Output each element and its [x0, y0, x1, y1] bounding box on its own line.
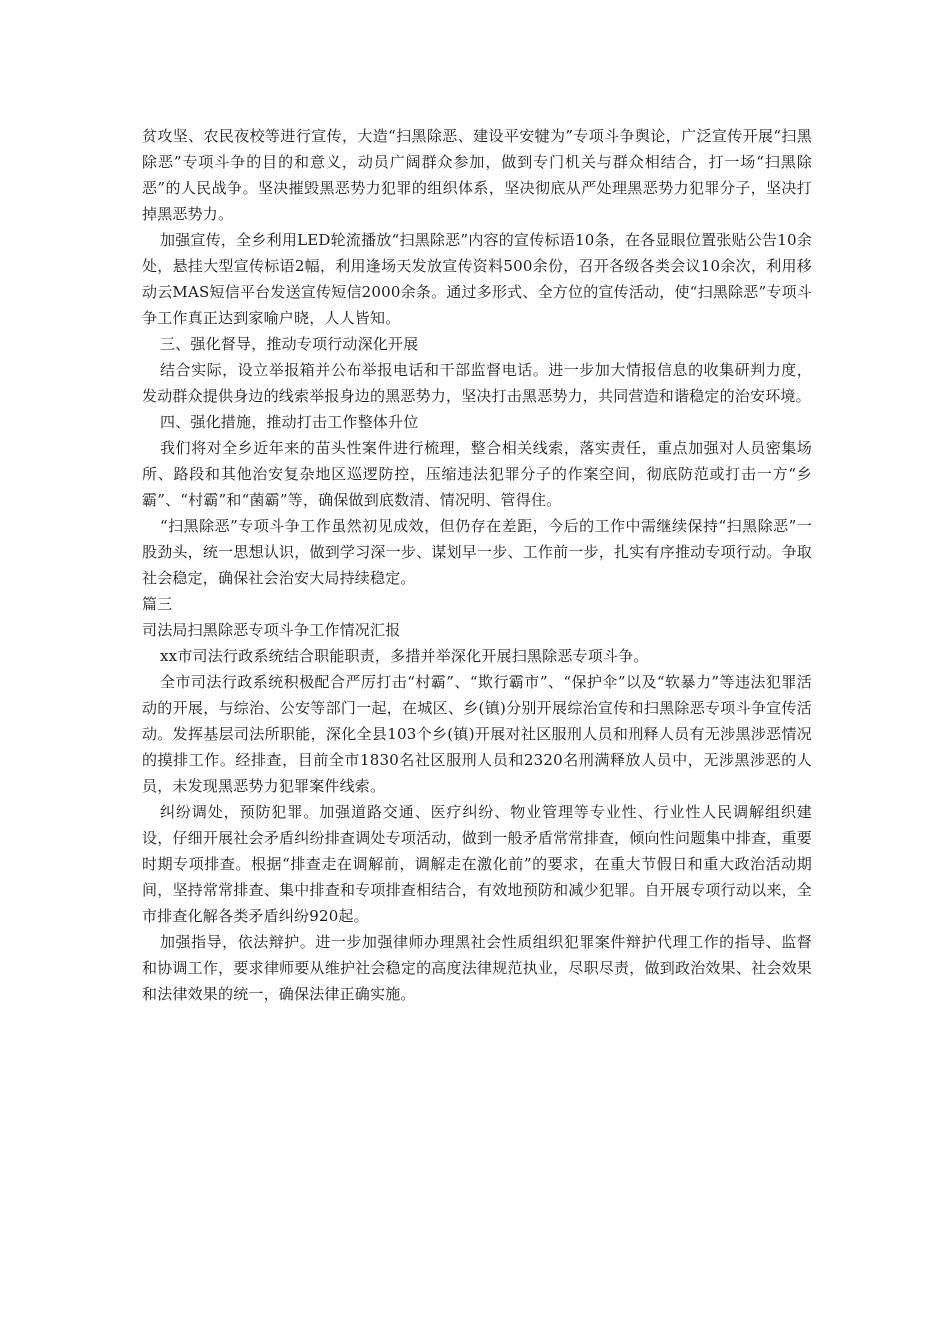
paragraph-reporting: 结合实际，设立举报箱并公布举报电话和干部监督电话。进一步加大情报信息的收集研判力度，发动群众提供身边的线索举报身边的黑恶势力，坚决打击黑恶势力，共同营造和谐稳定的治安环境。 — [142, 361, 812, 405]
part-label: 篇三 — [142, 595, 173, 613]
section-heading-three: 三、强化督导，推动专项行动深化开展 — [160, 335, 419, 353]
document-body — [142, 123, 812, 1007]
section-heading-four: 四、强化措施，推动打击工作整体升位 — [160, 413, 419, 431]
paragraph-summary: “扫黑除恶”专项斗争工作虽然初见成效，但仍存在差距，今后的工作中需继续保持“扫黑除恶”一股劲头，统一思想认识，做到学习深一步、谋划早一步、工作前一步，扎实有序推动专项行动。争取社会稳定，确保社会治安大局持续稳定。 — [142, 517, 812, 587]
paragraph-publicity: 加强宣传，全乡利用LED轮流播放“扫黑除恶”内容的宣传标语10条，在各显眼位置张贴公告10余处，悬挂大型宣传标语2幅，利用逢场天发放宣传资料500余份，召开各级各类会议10余次，利用移动云MAS短信平台发送宣传短信2000余条。通过多形式、全方位的宣传活动，使“扫黑除恶”专项斗争工作真正达到家喻户晓，人人皆知。 — [142, 231, 812, 327]
report-title: 司法局扫黑除恶专项斗争工作情况汇报 — [142, 621, 401, 639]
paragraph-intro: xx市司法行政系统结合职能职责，多措并举深化开展扫黑除恶专项斗争。 — [160, 647, 649, 665]
paragraph-guidance: 加强指导，依法辩护。进一步加强律师办理黑社会性质组织犯罪案件辩护代理工作的指导、监督和协调工作，要求律师要从维护社会稳定的高度法律规范执业，尽职尽责，做到政治效果、社会效果和法律效果的统一，确保法律正确实施。 — [142, 933, 812, 1003]
paragraph-mediation: 纠纷调处，预防犯罪。加强道路交通、医疗纠纷、物业管理等专业性、行业性人民调解组织建设，仔细开展社会矛盾纠纷排查调处专项活动，做到一般矛盾常常排查，倾向性问题集中排查，重要时期专项排查。根据“排查走在调解前，调解走在激化前”的要求，在重大节假日和重大政治活动期间，坚持常常排查、集中排查和专项排查相结合，有效地预防和减少犯罪。自开展专项行动以来，全市排查化解各类矛盾纠纷920起。 — [142, 803, 812, 925]
paragraph-measures: 我们将对全乡近年来的苗头性案件进行梳理，整合相关线索，落实责任，重点加强对人员密集场所、路段和其他治安复杂地区巡逻防控，压缩违法犯罪分子的作案空间，彻底防范或打击一方“乡霸”、“村霸”和“菌霸”等，确保做到底数清、情况明、管得住。 — [142, 439, 812, 509]
paragraph-continuation: 贫攻坚、农民夜校等进行宣传，大造“扫黑除恶、建设平安犍为”专项斗争舆论，广泛宣传开展“扫黑除恶”专项斗争的目的和意义，动员广阔群众参加，做到专门机关与群众相结合，打一场“扫黑除恶”的人民战争。坚决摧毁黑恶势力犯罪的组织体系，坚决彻底从严处理黑恶势力犯罪分子，坚决打掉黑恶势力。 — [142, 127, 812, 223]
paragraph-cooperation: 全市司法行政系统积极配合严厉打击“村霸”、“欺行霸市”、“保护伞”以及“软暴力”等违法犯罪活动的开展，与综治、公安等部门一起，在城区、乡(镇)分别开展综治宣传和扫黑除恶专项斗争宣传活动。发挥基层司法所职能，深化全县103个乡(镇)开展对社区服刑人员和刑释人员有无涉黑涉恶情况的摸排工作。经排查，目前全市1830名社区服刑人员和2320名刑满释放人员中，无涉黑涉恶的人员，未发现黑恶势力犯罪案件线索。 — [142, 673, 812, 795]
